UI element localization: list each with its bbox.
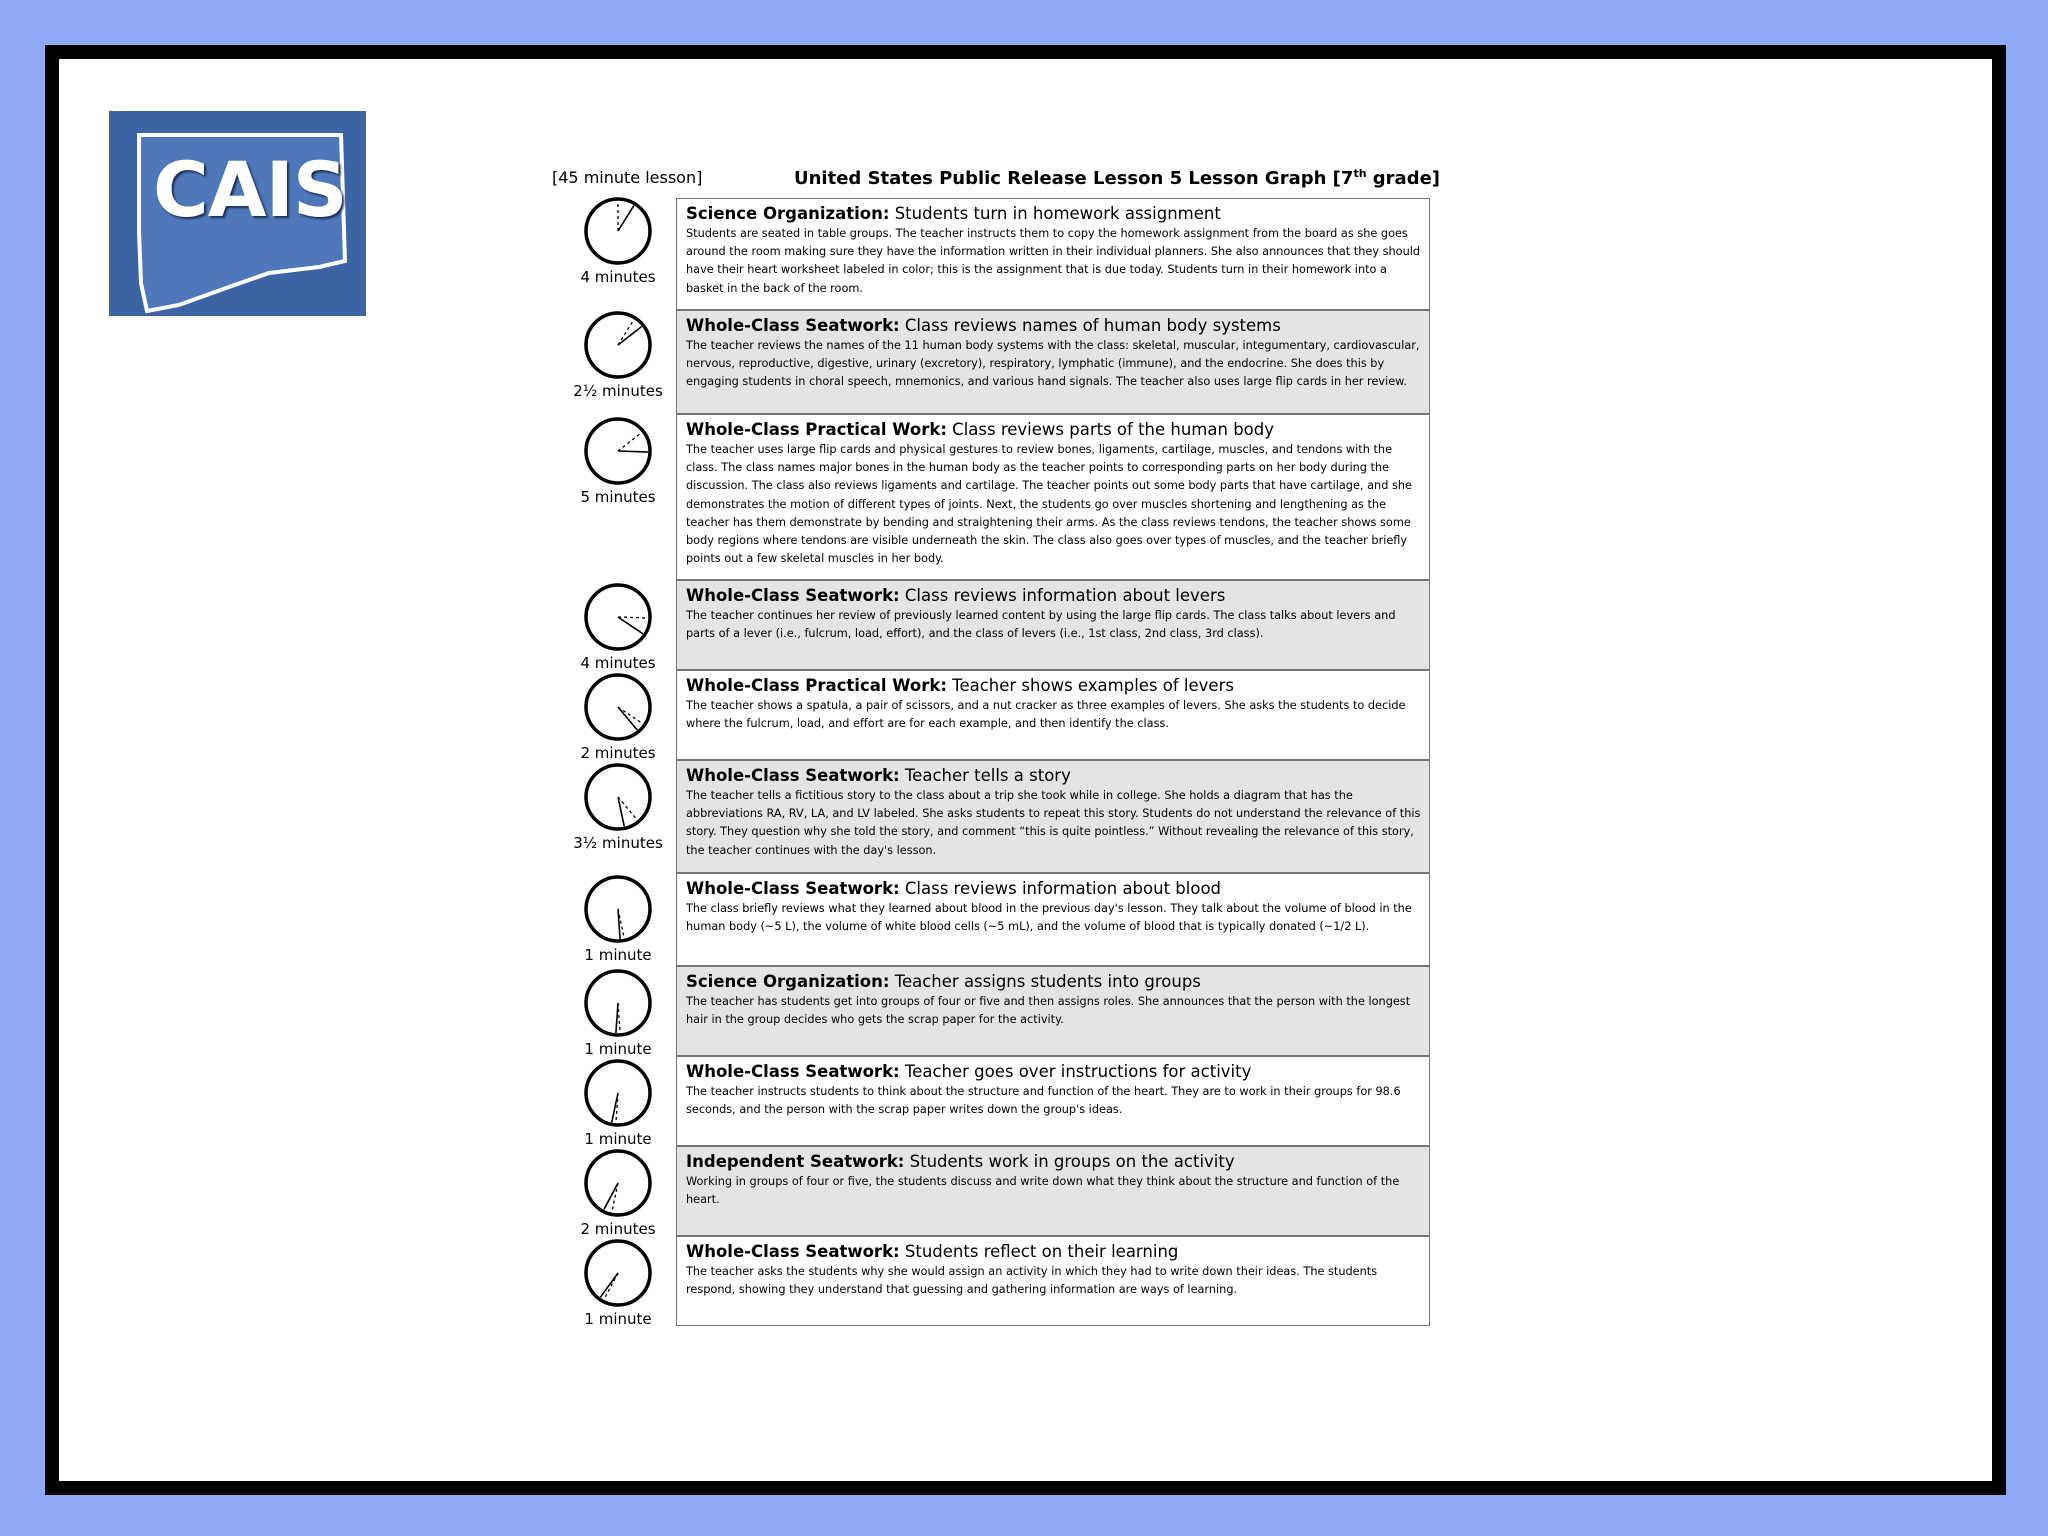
segment-title [686,1061,1421,1083]
segment-summary: Class reviews information about levers [899,586,1226,605]
segment-category: Whole-Class Practical Work: [686,676,947,695]
segment-description: The teacher uses large flip cards and physical gestures to review bones, ligaments, cartilage, muscles, and tendons with the class. The class names major bones in the human body as the teacher points to corresponding parts on her body during the discussion. The class also reviews ligaments and cartilage. The teacher points out some body parts that have cartilage, and she demonstrates the motion of different types of joints. Next, the students go over muscles shortening and lengthening as the teacher has them demonstrate by bending and straightening their arms. As the class reviews tendons, the teacher shows some body regions where tendons are visible underneath the skin. The class also goes over types of muscles, and the teacher briefly points out a few skeletal muscles in her body. [686,443,1412,566]
segment-summary: Students reflect on their learning [899,1242,1179,1261]
segment-description: The teacher continues her review of previously learned content by using the large flip cards. The class talks about levers and parts of a lever (i.e., fulcrum, load, effort), and the class of levers (i.e., 1st class, 2nd class, 3rd class). [686,609,1396,641]
title-end: grade] [1366,168,1441,189]
logo-text: CAIS [153,145,347,234]
segment-title [686,1151,1421,1173]
segment-description: The teacher instructs students to think about the structure and function of the heart. They are to work in their groups for 98.6 seconds, and the person with the scrap paper writes down the group's ideas. [686,1085,1401,1117]
segment-summary: Students work in groups on the activity [904,1152,1235,1171]
segment-description: Working in groups of four or five, the students discuss and write down what they think about the structure and function of the heart. [686,1175,1400,1207]
segment-row [676,580,1430,670]
segment-row [676,760,1430,873]
segment-summary: Teacher assigns students into groups [889,972,1201,991]
segment-description: The teacher asks the students why she would assign an activity in which they had to write down their ideas. The students respond, showing they understand that guessing and gathering information are ways of learning. [686,1265,1378,1297]
segment-clock [570,672,666,762]
segment-summary: Teacher goes over instructions for activity [899,1062,1252,1081]
segment-category: Whole-Class Seatwork: [686,766,900,785]
segment-clock [570,1148,666,1238]
clock-icon [583,416,653,486]
segment-row [676,670,1430,760]
cais-logo [109,111,366,316]
segment-title [686,585,1421,607]
segment-description: The teacher shows a spatula, a pair of scissors, and a nut cracker as three examples of levers. She asks the students to decide where the fulcrum, load, and effort are for each example, and then identify the class. [686,699,1406,731]
segment-clock [570,1058,666,1148]
segment-title [686,675,1421,697]
segment-duration: 4 minutes [580,654,656,672]
segment-category: Whole-Class Seatwork: [686,586,900,605]
segment-clock [570,968,666,1058]
segment-row [676,1146,1430,1236]
segment-clock [570,762,666,852]
segment-summary: Class reviews parts of the human body [946,420,1275,439]
segment-clock [570,416,666,506]
segment-summary: Class reviews names of human body systems [899,316,1281,335]
segment-category: Whole-Class Seatwork: [686,879,900,898]
segment-description: The teacher has students get into groups of four or five and then assigns roles. She announces that the person with the longest hair in the group decides who gets the scrap paper for the activity. [686,995,1411,1027]
segment-title [686,878,1421,900]
segment-duration: 2 minutes [580,744,656,762]
segment-category: Science Organization: [686,204,890,223]
title-main: United States Public Release Lesson 5 Lesson Graph [7 [794,168,1354,189]
segment-duration: 4 minutes [580,268,656,286]
segment-description: The class briefly reviews what they learned about blood in the previous day's lesson. They talk about the volume of blood in the human body (~5 L), the volume of white blood cells (~5 mL), and the volume of blood that is typically donated (~1/2 L). [686,902,1412,934]
clock-icon [583,1238,653,1308]
lesson-graph [552,164,1441,1334]
segment-title [686,315,1421,337]
segment-title [686,203,1421,225]
segment-duration: 2 minutes [580,1220,656,1238]
segment-category: Whole-Class Practical Work: [686,420,947,439]
segment-duration: 3½ minutes [573,834,663,852]
clock-icon [583,196,653,266]
clock-icon [583,762,653,832]
segment-duration: 1 minute [584,1130,652,1148]
segment-row [676,198,1430,310]
segment-row [676,873,1430,966]
lesson-length: [45 minute lesson] [552,168,703,187]
clock-icon [583,1058,653,1128]
segment-row [676,310,1430,414]
title-superscript: th [1353,167,1367,180]
segment-title [686,971,1421,993]
segment-duration: 1 minute [584,1310,652,1328]
segment-category: Whole-Class Seatwork: [686,1062,900,1081]
segment-clock [570,582,666,672]
segment-row [676,1236,1430,1326]
segment-duration: 2½ minutes [573,382,663,400]
clock-icon [583,672,653,742]
clock-icon [583,968,653,1038]
clock-icon [583,874,653,944]
segment-row [676,1056,1430,1146]
segment-duration: 5 minutes [580,488,656,506]
segment-category: Whole-Class Seatwork: [686,1242,900,1261]
segment-summary: Teacher tells a story [899,766,1071,785]
segment-summary: Teacher shows examples of levers [946,676,1234,695]
segment-summary: Class reviews information about blood [899,879,1222,898]
segment-title [686,1241,1421,1263]
segment-summary: Students turn in homework assignment [889,204,1221,223]
clock-icon [583,582,653,652]
segment-category: Whole-Class Seatwork: [686,316,900,335]
segment-title [686,419,1421,441]
segment-description: The teacher reviews the names of the 11 human body systems with the class: skeletal, muscular, integumentary, cardiovascular, nervous, reproductive, digestive, urinary (excretory), respiratory, lymphatic (immune), and the endocrine. She does this by engaging students in choral speech, mnemonics, and various hand signals. The teacher also uses large flip cards in her review. [686,339,1420,389]
segment-clock [570,874,666,964]
segment-category: Independent Seatwork: [686,1152,905,1171]
segment-description: Students are seated in table groups. The teacher instructs them to copy the homework assignment from the board as she goes around the room making sure they have the information written in their individual planners. She also announces that they should have their heart worksheet labeled in color; this is the assignment that is due today. Students turn in their homework into a basket in the back of the room. [686,227,1421,295]
segment-duration: 1 minute [584,946,652,964]
segment-description: The teacher tells a fictitious story to the class about a trip she took while in college. She holds a diagram that has the abbreviations RA, RV, LA, and LV labeled. She asks students to repeat this story. Students do not understand the relevance of this story. They question why she told the story, and comment “this is quite pointless.” Without revealing the relevance of this story, the teacher continues with the day's lesson. [686,789,1421,857]
segment-duration: 1 minute [584,1040,652,1058]
lesson-graph-title [794,167,1440,189]
segment-row [676,966,1430,1056]
segment-row [676,414,1430,580]
segment-clock [570,310,666,400]
clock-icon [583,310,653,380]
segment-category: Science Organization: [686,972,890,991]
segment-clock [570,196,666,286]
clock-icon [583,1148,653,1218]
segment-title [686,765,1421,787]
segment-clock [570,1238,666,1328]
